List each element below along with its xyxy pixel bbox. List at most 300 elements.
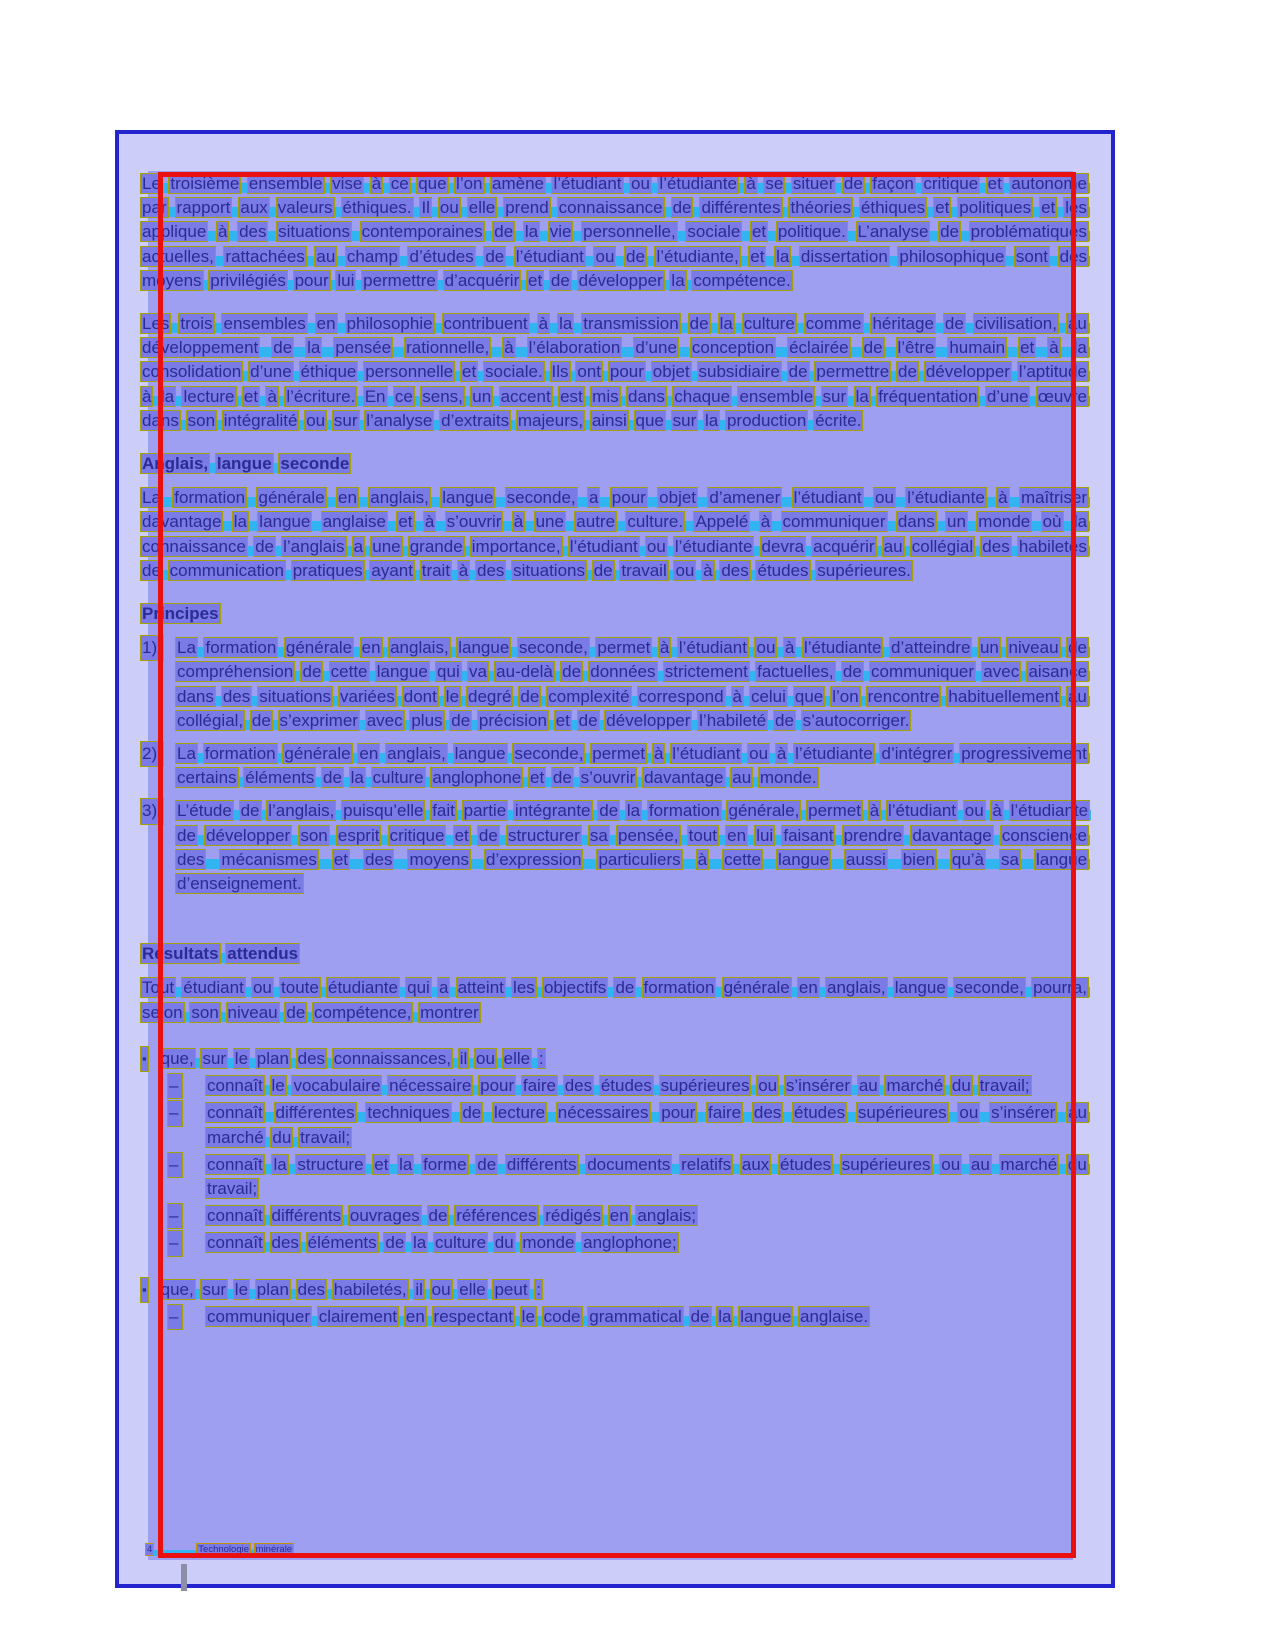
ocr-word-box: compétence. <box>693 270 791 290</box>
ocr-word-box: conscience <box>1001 825 1087 845</box>
ocr-word-box: à <box>697 849 708 869</box>
word-gap <box>311 512 321 531</box>
word-gap <box>505 978 512 997</box>
ocr-word-box: progressivement <box>961 744 1087 764</box>
ocr-word-box: langue <box>454 744 506 764</box>
word-gap <box>743 687 750 706</box>
ocr-word-box: formation <box>174 488 246 508</box>
word-gap <box>1088 850 1090 869</box>
ocr-word-box: va <box>468 662 487 682</box>
word-gap <box>1009 488 1020 507</box>
word-gap <box>264 1076 271 1095</box>
word-gap <box>544 362 551 381</box>
ocr-word-box: études <box>600 1076 652 1096</box>
bullet-item <box>141 1047 1090 1071</box>
ocr-word-box: étudiant <box>183 978 244 998</box>
word-gap <box>321 338 334 357</box>
ocr-word-box: ou <box>959 1103 979 1123</box>
word-gap <box>536 978 543 997</box>
word-gap <box>451 1103 462 1122</box>
ocr-word-box: de <box>485 246 505 266</box>
ocr-word-box: davantage <box>142 512 222 532</box>
word-gap <box>236 387 243 406</box>
word-gap <box>1088 174 1090 193</box>
ocr-word-box: la <box>233 512 247 532</box>
ocr-word-box: et <box>461 362 477 382</box>
ocr-word-box: et <box>398 512 413 532</box>
ocr-word-box: anglophone <box>432 768 522 788</box>
ocr-word-box: situations <box>259 686 332 706</box>
word-gap <box>771 512 781 531</box>
ocr-word-box: en <box>405 1306 425 1326</box>
word-gap <box>438 687 445 706</box>
ocr-word-box: à <box>371 174 382 193</box>
ocr-word-box: Principes <box>142 604 219 624</box>
word-gap <box>353 638 361 657</box>
word-gap <box>197 744 204 763</box>
ocr-word-box: situations <box>513 560 585 580</box>
ocr-word-box: lui <box>756 825 774 845</box>
word-gap <box>515 338 528 357</box>
ocr-word-box: en <box>316 314 336 334</box>
word-gap <box>979 174 986 193</box>
word-gap <box>220 1003 227 1022</box>
word-gap <box>851 1076 858 1095</box>
ocr-word-box: de <box>251 710 271 730</box>
list-marker: – <box>168 1231 182 1255</box>
ocr-word-box: langue <box>1035 849 1088 869</box>
word-gap <box>814 387 821 406</box>
ocr-word-box: et <box>987 174 1002 193</box>
ocr-word-box: degré <box>467 686 512 706</box>
word-gap <box>162 488 173 507</box>
ocr-word-box: sens, <box>422 386 463 406</box>
ocr-word-box: valeurs <box>277 198 333 218</box>
ocr-word-box: plan <box>256 1048 289 1068</box>
word-gap <box>581 826 589 845</box>
word-gap <box>389 1155 398 1174</box>
word-gap <box>267 222 277 241</box>
word-gap <box>464 537 471 556</box>
word-gap <box>240 174 247 193</box>
word-gap <box>1060 687 1067 706</box>
word-gap <box>180 411 187 430</box>
ocr-word-box: de <box>863 338 883 358</box>
ocr-word-box: connaît <box>207 1233 263 1253</box>
ocr-word-box: d’expression <box>485 849 582 869</box>
ocr-word-box: vocabulaire <box>293 1076 381 1096</box>
ocr-word-box: ou <box>306 410 326 430</box>
ocr-word-box: de <box>843 174 863 193</box>
ocr-word-box: esprit <box>337 825 380 845</box>
ocr-word-box: à <box>424 512 435 532</box>
word-gap <box>985 850 1000 869</box>
word-gap <box>918 362 925 381</box>
ocr-word-box: connaît <box>207 1154 263 1174</box>
ocr-word-box: à <box>504 338 514 358</box>
ocr-word-box: à <box>1049 338 1059 358</box>
ocr-word-box: avec <box>366 710 403 730</box>
word-gap <box>546 1103 557 1122</box>
ocr-word-box: de <box>142 560 161 580</box>
ocr-word-box: d’études <box>409 246 474 266</box>
word-gap <box>365 768 372 787</box>
word-gap <box>1088 1155 1090 1174</box>
ocr-word-box: Ils <box>551 362 569 382</box>
ocr-word-box: connaît <box>207 1206 263 1226</box>
word-gap <box>248 512 258 531</box>
ocr-word-box: sa <box>589 825 608 845</box>
word-gap <box>639 537 646 556</box>
ocr-word-box: trait <box>421 560 451 580</box>
ocr-word-box: transmission <box>583 314 679 334</box>
word-gap <box>619 801 626 820</box>
ocr-word-box: situations <box>278 222 350 242</box>
ocr-word-box: langue <box>777 849 830 869</box>
word-gap <box>222 512 232 531</box>
word-gap <box>431 198 439 217</box>
ocr-word-box: de <box>302 662 322 682</box>
ocr-word-box: supérieures <box>660 1076 750 1096</box>
ocr-word-box: générale <box>723 978 790 998</box>
word-gap <box>293 338 306 357</box>
word-gap <box>947 978 954 997</box>
word-gap <box>249 1049 256 1068</box>
ocr-word-box: critique <box>389 825 445 845</box>
word-gap <box>496 1049 503 1068</box>
ocr-word-box: personnelle <box>365 362 454 382</box>
word-gap <box>1031 512 1041 531</box>
word-gap <box>665 411 672 430</box>
word-gap <box>492 387 499 406</box>
word-gap <box>740 247 750 266</box>
word-gap <box>621 338 634 357</box>
ocr-word-box: dans <box>142 410 179 430</box>
word-gap <box>847 387 854 406</box>
word-gap <box>628 411 635 430</box>
bullet-item <box>141 1278 1090 1302</box>
word-gap <box>767 711 774 730</box>
ocr-word-box: la <box>671 270 685 290</box>
footnote <box>146 1543 293 1556</box>
ocr-word-box: de <box>428 1206 448 1226</box>
word-gap <box>571 711 578 730</box>
word-gap <box>1060 338 1073 357</box>
section-heading <box>141 452 1090 476</box>
ocr-word-box: dans <box>177 686 214 706</box>
ocr-word-box: politiques <box>959 198 1032 218</box>
dash-item <box>168 1153 1090 1201</box>
word-gap <box>209 454 216 473</box>
word-gap <box>562 537 569 556</box>
ocr-word-box: personnelle, <box>583 222 676 242</box>
word-gap <box>961 1155 970 1174</box>
word-gap <box>477 362 484 381</box>
word-gap <box>696 1103 707 1122</box>
word-gap <box>168 198 176 217</box>
word-gap <box>324 174 331 193</box>
word-gap <box>536 1307 543 1326</box>
ocr-word-box: théories <box>790 198 851 218</box>
ocr-word-box: en <box>609 1206 629 1226</box>
ocr-word-box: ensemble <box>739 386 814 406</box>
ocr-word-box: sur <box>202 1279 227 1299</box>
ocr-word-box: s’insérer <box>785 1076 851 1096</box>
word-gap <box>863 488 874 507</box>
word-gap <box>290 1280 297 1299</box>
word-gap <box>1088 387 1090 406</box>
ocr-word-box: de <box>520 686 540 706</box>
ocr-word-box: Les <box>142 314 170 334</box>
ocr-word-box: pratiques <box>292 560 363 580</box>
ocr-word-box: connaît <box>207 1103 263 1123</box>
word-gap <box>1063 512 1073 531</box>
ocr-word-box: seconde <box>280 454 350 474</box>
word-gap <box>469 561 476 580</box>
ocr-word-box: niveau <box>227 1002 278 1022</box>
ocr-word-box: faire <box>522 1076 556 1096</box>
ocr-word-box: en <box>359 744 379 764</box>
ocr-word-box: culture. <box>627 512 684 532</box>
ocr-word-box: à <box>869 801 880 821</box>
ocr-word-box: et <box>751 222 767 242</box>
ocr-word-box: seconde, <box>954 978 1024 998</box>
ocr-word-box: sur <box>672 410 697 430</box>
word-gap <box>414 512 424 531</box>
ocr-word-box: en <box>727 825 747 845</box>
word-gap <box>830 850 845 869</box>
word-gap <box>889 247 899 266</box>
ocr-word-box: l’étudiant <box>515 246 584 266</box>
ocr-word-box: la <box>626 801 641 821</box>
word-gap <box>514 1307 521 1326</box>
word-gap <box>307 314 316 333</box>
ocr-word-box: la <box>413 1233 427 1253</box>
ocr-word-box: son <box>300 825 328 845</box>
ocr-word-box: atteint <box>457 978 504 998</box>
ocr-word-box: anglophone; <box>583 1233 677 1253</box>
word-gap <box>497 1155 506 1174</box>
ocr-word-box: forme <box>423 1154 467 1174</box>
ocr-word-box: connaît <box>207 1076 263 1096</box>
word-gap <box>475 247 485 266</box>
section-heading <box>141 942 1090 966</box>
ocr-word-box: au <box>858 1076 878 1096</box>
ocr-word-box: différents <box>506 1154 577 1174</box>
ocr-word-box: l’habileté <box>699 710 767 730</box>
word-gap <box>846 1103 857 1122</box>
word-gap <box>152 387 159 406</box>
word-gap <box>215 247 225 266</box>
word-gap <box>452 1049 459 1068</box>
paragraph-block <box>141 312 1090 433</box>
word-gap <box>1003 801 1010 820</box>
ocr-word-box: a <box>588 488 599 508</box>
ocr-word-box: attendus <box>227 944 299 964</box>
word-gap <box>382 638 390 657</box>
ocr-word-box: de <box>322 768 342 788</box>
ocr-word-box: des <box>753 1103 782 1123</box>
ocr-word-box: : <box>536 1279 542 1299</box>
word-gap <box>510 411 517 430</box>
ocr-word-box: de <box>273 338 293 358</box>
ocr-word-box: objet <box>659 488 697 508</box>
dash-item <box>168 1305 1090 1329</box>
ocr-word-box: générale <box>258 488 325 508</box>
ocr-word-box: critique <box>923 174 979 193</box>
ocr-word-box: des <box>365 849 393 869</box>
ocr-word-box: respectant <box>433 1306 513 1326</box>
ocr-word-box: : <box>538 1048 544 1068</box>
word-gap <box>1058 314 1067 333</box>
ocr-word-box: des <box>271 1233 299 1253</box>
ocr-word-box: à <box>659 638 670 658</box>
list-marker: – <box>168 1101 182 1125</box>
word-gap <box>382 174 389 193</box>
ocr-word-box: l’on <box>832 686 859 706</box>
word-gap <box>1088 362 1090 381</box>
ocr-word-box: code <box>543 1306 581 1326</box>
word-gap <box>246 488 257 507</box>
ocr-word-box: à <box>142 386 152 406</box>
word-gap <box>311 1307 318 1326</box>
word-gap <box>775 338 788 357</box>
ocr-word-box: aussi <box>846 849 886 869</box>
ocr-word-box: seconde, <box>514 744 584 764</box>
ocr-word-box: générale <box>285 638 353 658</box>
ocr-word-box: une <box>372 536 401 556</box>
ocr-word-box: l’étudiant <box>553 174 622 193</box>
ocr-word-box: au-delà <box>496 662 553 682</box>
word-gap <box>936 512 946 531</box>
list-marker: 2) <box>141 742 163 766</box>
word-gap <box>1088 1103 1090 1122</box>
ocr-word-box: politique. <box>777 222 846 242</box>
ocr-word-box: et <box>1041 198 1056 218</box>
ocr-word-box: travail; <box>207 1178 258 1198</box>
word-gap <box>300 1233 307 1252</box>
word-gap <box>776 638 784 657</box>
word-gap <box>393 850 408 869</box>
list-item-text <box>206 1153 1090 1201</box>
ocr-word-box: l’étudiante <box>674 536 753 556</box>
ocr-word-box: pourra, <box>1033 978 1087 998</box>
ocr-word-box: ainsi <box>591 410 627 430</box>
ocr-word-box: permettre <box>816 362 890 382</box>
ocr-word-box: humain <box>949 338 1006 358</box>
word-gap <box>623 174 630 193</box>
ocr-word-box: développement <box>142 338 259 358</box>
ocr-word-box: structurer <box>507 825 580 845</box>
ocr-word-box: de <box>944 314 964 334</box>
word-gap <box>593 1076 600 1095</box>
ocr-word-box: et <box>750 246 765 266</box>
word-gap <box>615 247 625 266</box>
word-gap <box>986 488 997 507</box>
word-gap <box>770 1155 779 1174</box>
ocr-word-box: ou <box>252 978 272 998</box>
word-gap <box>471 711 478 730</box>
ocr-word-box: travail; <box>300 1127 351 1147</box>
section-heading <box>141 602 1090 626</box>
word-gap <box>326 488 337 507</box>
word-gap <box>835 174 842 193</box>
word-gap <box>514 222 524 241</box>
word-gap <box>215 687 222 706</box>
ocr-word-box: la <box>399 1154 413 1174</box>
word-gap <box>936 850 951 869</box>
ocr-word-box: sociale. <box>485 362 543 382</box>
word-gap <box>876 537 883 556</box>
word-gap <box>887 978 894 997</box>
word-gap <box>680 826 688 845</box>
ocr-word-box: d’enseignement. <box>177 874 302 894</box>
ocr-word-box: certains <box>177 768 237 788</box>
ocr-word-box: études <box>757 560 809 580</box>
ocr-word-box: conception <box>691 338 775 358</box>
word-gap <box>365 1155 374 1174</box>
ocr-word-box: d’atteindre <box>891 638 971 658</box>
ocr-word-box: culture <box>372 768 424 788</box>
word-gap <box>487 1233 494 1252</box>
ocr-word-box: cette <box>330 662 368 682</box>
ocr-word-box: du <box>951 1076 971 1096</box>
ocr-word-box: de <box>788 362 808 382</box>
word-gap <box>336 247 346 266</box>
word-gap <box>482 1103 493 1122</box>
ocr-word-box: il <box>459 1048 468 1068</box>
word-gap <box>1049 247 1059 266</box>
word-gap <box>392 338 405 357</box>
footnote-marker: 4 <box>147 1544 153 1555</box>
ocr-word-box: rapport <box>176 198 231 218</box>
ocr-word-box: au <box>732 768 752 788</box>
ocr-word-box: Technologie <box>198 1544 250 1555</box>
dash-item <box>168 1074 1090 1098</box>
word-gap <box>719 411 726 430</box>
ocr-word-box: privilégiés <box>210 270 286 290</box>
ocr-word-box: anglais, <box>387 744 446 764</box>
word-gap <box>430 488 441 507</box>
word-gap <box>670 638 678 657</box>
word-gap <box>631 687 638 706</box>
word-gap <box>363 174 370 193</box>
word-gap <box>926 198 934 217</box>
word-gap <box>860 687 867 706</box>
ocr-word-box: que, <box>160 1048 194 1068</box>
word-gap <box>791 978 798 997</box>
word-gap <box>413 1155 422 1174</box>
word-gap <box>887 850 902 869</box>
word-gap <box>351 222 361 241</box>
ocr-word-box: subsidiaire <box>698 362 780 382</box>
ocr-word-box: au <box>1068 1103 1087 1123</box>
word-gap <box>971 638 979 657</box>
ocr-word-box: du <box>272 1127 292 1147</box>
ocr-word-box: à <box>703 560 713 580</box>
ocr-word-box: et <box>454 825 469 845</box>
ocr-word-box: de <box>494 222 514 242</box>
ocr-word-box: monde <box>978 512 1031 532</box>
ocr-word-box: compréhension <box>177 662 294 682</box>
ocr-word-box: ou <box>646 536 666 556</box>
ocr-word-box: le <box>445 686 460 706</box>
word-gap <box>387 512 397 531</box>
word-gap <box>929 222 939 241</box>
ocr-word-box: cette <box>724 849 761 869</box>
ocr-word-box: d’acquérir <box>444 270 520 290</box>
ocr-word-box: Résultats <box>142 944 219 964</box>
